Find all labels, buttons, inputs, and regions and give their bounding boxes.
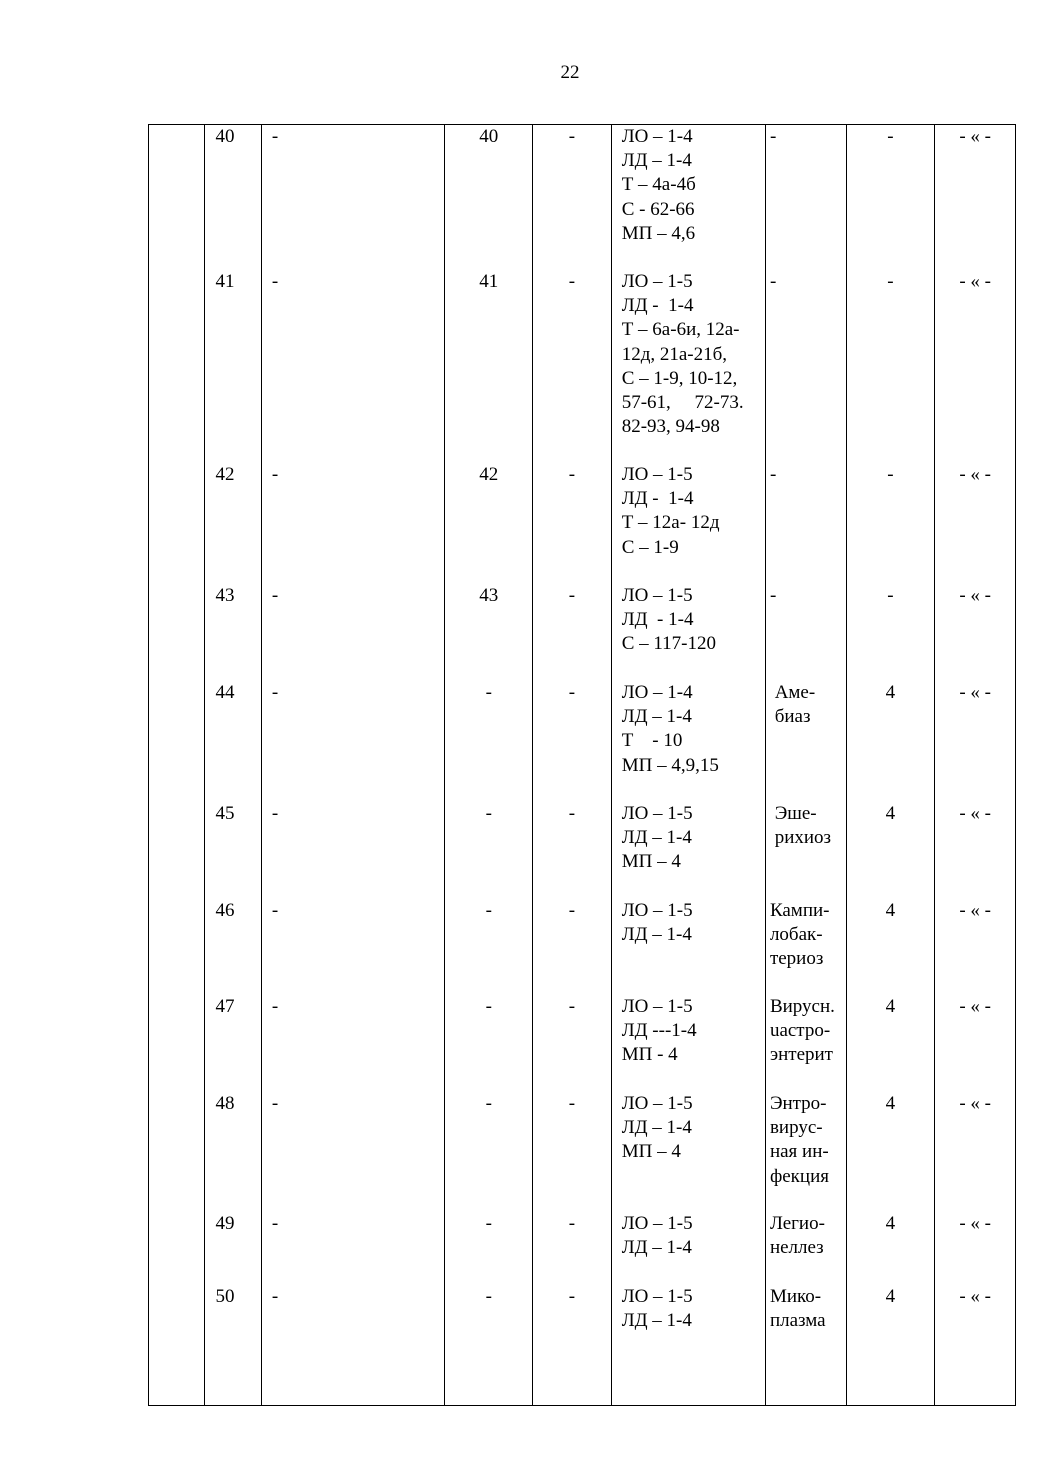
codes-cell: ЛО – 1-4 ЛД – 1-4 Т - 10 МП – 4,9,15 (611, 681, 765, 802)
value-cell: 4 (846, 802, 935, 899)
ditto-cell: - « - (935, 681, 1016, 802)
column-4-cell: - (533, 584, 612, 681)
table-row (149, 995, 1016, 1092)
column-2-cell: - (261, 270, 444, 463)
codes-cell: ЛО – 1-5 ЛД - 1-4 С – 117-120 (611, 584, 765, 681)
column-4-cell: - (533, 995, 612, 1092)
value-cell: - (846, 270, 935, 463)
codes-cell: ЛО – 1-5 ЛД ---1-4 МП - 4 (611, 995, 765, 1092)
value-cell: 4 (846, 995, 935, 1092)
row-number-cell: 45 (205, 802, 261, 899)
table-row (149, 899, 1016, 995)
value-cell: - (846, 463, 935, 584)
column-2-cell: - (261, 1092, 444, 1212)
column-2-cell: - (261, 1285, 444, 1406)
ditto-cell: - « - (935, 1092, 1016, 1212)
table-row (149, 584, 1016, 681)
table-row (149, 1212, 1016, 1285)
table-row (149, 1092, 1016, 1212)
column-3-cell: - (445, 681, 533, 802)
row-number-cell: 46 (205, 899, 261, 995)
blank-cell (149, 995, 205, 1092)
ditto-cell: - « - (935, 899, 1016, 995)
column-2-cell: - (261, 802, 444, 899)
table-row (149, 463, 1016, 584)
column-4-cell: - (533, 1285, 612, 1406)
value-cell: 4 (846, 1212, 935, 1285)
column-2-cell: - (261, 125, 444, 271)
row-number-cell: 42 (205, 463, 261, 584)
table-row (149, 125, 1016, 271)
blank-cell (149, 584, 205, 681)
column-2-cell: - (261, 584, 444, 681)
disease-cell: - (765, 584, 846, 681)
value-cell: 4 (846, 681, 935, 802)
column-2-cell: - (261, 463, 444, 584)
value-cell: 4 (846, 1092, 935, 1212)
column-4-cell: - (533, 270, 612, 463)
blank-cell (149, 802, 205, 899)
disease-cell: Энтро- вирус- ная ин- фекция (765, 1092, 846, 1212)
codes-cell: ЛО – 1-5 ЛД - 1-4 Т – 6а-6и, 12а- 12д, 21а-21б, С – 1-9, 10-12, 57-61, 72-73. 82-93, 94-98 (611, 270, 765, 463)
page-number: 22 (560, 62, 580, 83)
blank-cell (149, 681, 205, 802)
column-3-cell: - (445, 899, 533, 995)
disease-cell: - (765, 463, 846, 584)
column-3-cell: 42 (445, 463, 533, 584)
column-4-cell: - (533, 802, 612, 899)
column-3-cell: - (445, 1212, 533, 1285)
disease-cell: Аме- биаз (765, 681, 846, 802)
ditto-cell: - « - (935, 802, 1016, 899)
table-row (149, 802, 1016, 899)
ditto-cell: - « - (935, 1285, 1016, 1406)
column-3-cell: 41 (445, 270, 533, 463)
ditto-cell: - « - (935, 1212, 1016, 1285)
blank-cell (149, 1285, 205, 1406)
codes-cell: ЛО – 1-5 ЛД - 1-4 Т – 12а- 12д С – 1-9 (611, 463, 765, 584)
column-2-cell: - (261, 1212, 444, 1285)
row-number-cell: 40 (205, 125, 261, 271)
disease-cell: Легио- неллез (765, 1212, 846, 1285)
table-row (149, 681, 1016, 802)
table-body (149, 125, 1016, 1406)
codes-cell: ЛО – 1-5 ЛД – 1-4 (611, 1212, 765, 1285)
value-cell: - (846, 584, 935, 681)
column-4-cell: - (533, 899, 612, 995)
row-number-cell: 41 (205, 270, 261, 463)
column-2-cell: - (261, 995, 444, 1092)
column-3-cell: - (445, 802, 533, 899)
blank-cell (149, 125, 205, 271)
blank-cell (149, 270, 205, 463)
codes-cell: ЛО – 1-5 ЛД – 1-4 МП – 4 (611, 1092, 765, 1212)
blank-cell (149, 1092, 205, 1212)
blank-cell (149, 463, 205, 584)
codes-cell: ЛО – 1-5 ЛД – 1-4 (611, 899, 765, 995)
value-cell: - (846, 125, 935, 271)
column-4-cell: - (533, 125, 612, 271)
codes-cell: ЛО – 1-5 ЛД – 1-4 МП – 4 (611, 802, 765, 899)
disease-cell: Кампи- лобак- териоз (765, 899, 846, 995)
column-3-cell: - (445, 1285, 533, 1406)
column-3-cell: - (445, 995, 533, 1092)
column-3-cell: 43 (445, 584, 533, 681)
ditto-cell: - « - (935, 270, 1016, 463)
ditto-cell: - « - (935, 125, 1016, 271)
row-number-cell: 43 (205, 584, 261, 681)
value-cell: 4 (846, 1285, 935, 1406)
disease-cell: - (765, 125, 846, 271)
blank-cell (149, 1212, 205, 1285)
column-3-cell: 40 (445, 125, 533, 271)
table-row (149, 1285, 1016, 1406)
disease-cell: Эше- рихиоз (765, 802, 846, 899)
codes-cell: ЛО – 1-4 ЛД – 1-4 Т – 4а-4б С - 62-66 МП – 4,6 (611, 125, 765, 271)
column-4-cell: - (533, 1212, 612, 1285)
blank-cell (149, 899, 205, 995)
record-table (148, 124, 1016, 1406)
row-number-cell: 50 (205, 1285, 261, 1406)
column-2-cell: - (261, 899, 444, 995)
column-4-cell: - (533, 463, 612, 584)
row-number-cell: 47 (205, 995, 261, 1092)
column-4-cell: - (533, 1092, 612, 1212)
ditto-cell: - « - (935, 463, 1016, 584)
disease-cell: - (765, 270, 846, 463)
column-2-cell: - (261, 681, 444, 802)
row-number-cell: 48 (205, 1092, 261, 1212)
ditto-cell: - « - (935, 584, 1016, 681)
ditto-cell: - « - (935, 995, 1016, 1092)
codes-cell: ЛО – 1-5 ЛД – 1-4 (611, 1285, 765, 1406)
table-row (149, 270, 1016, 463)
disease-cell: Вирусн. uастро- энтерит (765, 995, 846, 1092)
row-number-cell: 44 (205, 681, 261, 802)
disease-cell: Мико- плазма (765, 1285, 846, 1406)
row-number-cell: 49 (205, 1212, 261, 1285)
value-cell: 4 (846, 899, 935, 995)
column-4-cell: - (533, 681, 612, 802)
column-3-cell: - (445, 1092, 533, 1212)
